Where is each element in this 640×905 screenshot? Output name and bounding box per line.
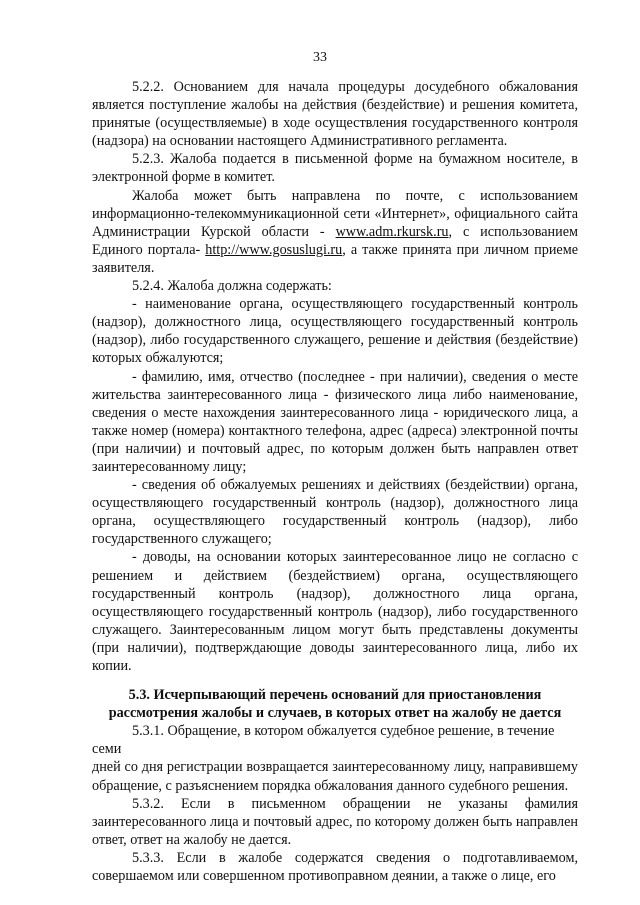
submission-text-3: , а также принята при личном приеме заявителя. [92,241,579,276]
list-item-organ-name: - наименование органа, осуществляющего государственный контроль (надзор), должностного лица, осуществляющего государственный контроль (надзор), либо государственного служащего, решение и действия (бездействие) которых обжалуются; [92,296,578,367]
section-heading-5-3: 5.3. Исчерпывающий перечень оснований для приостановления рассмотрения жалобы и случаев, в которых ответ на жалобу не дается [108,687,562,722]
list-item-appealed-decisions: - сведения об обжалуемых решениях и действиях (бездействии) органа, осуществляющего государственный контроль (надзор), должностного лица органа, осуществляющего государственный контроль (надзор), либо государственного служащего; [92,477,578,548]
gosuslugi-link[interactable]: http://www.gosuslugi.ru [205,241,343,258]
document-body [92,78,578,885]
paragraph-5-3-1-cont: дней со дня регистрации возвращается заинтересованному лицу, направившему обращение, с разъяснением порядка обжалования данного судебного решения. [92,759,578,794]
paragraph-5-3-3: 5.3.3. Если в жалобе содержатся сведения о подготавливаемом, совершаемом или совершенном противоправном деянии, а также о лице, его [92,849,578,885]
paragraph-5-2-2: 5.2.2. Основанием для начала процедуры досудебного обжалования является поступление жалобы на действия (бездействие) и решения комитета, принятые (осуществляемые) в ходе осуществления государственного контроля (надзора) на основании настоящего Административного регламента. [92,79,578,150]
paragraph-submission-channels [92,187,578,277]
page-number: 33 [313,50,327,65]
submission-text-1: Жалоба может быть направлена по почте, с использованием информационно-телекоммуникационной сети «Интернет», официального сайта Администрации Курской области - [92,187,578,240]
paragraph-5-2-4: 5.2.4. Жалоба должна содержать: [132,278,332,295]
submission-text-2: , с использованием Единого портала- [92,223,578,258]
list-item-arguments: - доводы, на основании которых заинтересованное лицо не согласно с решением и действием (бездействием) органа, осуществляющего государственный контроль (надзор), должностного лица органа, осуществляющего государственный контроль (надзор), либо государственного служащего. Заинтересованным лицом могут быть представлены документы (при наличии), подтверждающие доводы заинтересованного лица, либо их копии. [92,549,578,674]
paragraph-5-3-2: 5.3.2. Если в письменном обращении не указаны фамилия заинтересованного лица и почтовый адрес, по которому должен быть направлен ответ, ответ на жалобу не дается. [92,795,578,848]
list-item-applicant-details: - фамилию, имя, отчество (последнее - при наличии), сведения о месте жительства заинтересованного лица - физического лица либо наименование, сведения о месте нахождения заинтересованного лица - юридического лица, а также номер (номера) контактного телефона, адрес (адреса) электронной почты (при наличии) и почтовый адрес, по которым должен быть направлен ответ заинтересованному лицу; [92,368,578,475]
paragraph-5-3-1-start: 5.3.1. Обращение, в котором обжалуется судебное решение, в течение семи [92,723,555,758]
adm-site-link[interactable]: www.adm.rkursk.ru [335,223,449,240]
paragraph-5-2-3: 5.2.3. Жалоба подается в письменной форме на бумажном носителе, в электронной форме в комитет. [92,151,578,186]
